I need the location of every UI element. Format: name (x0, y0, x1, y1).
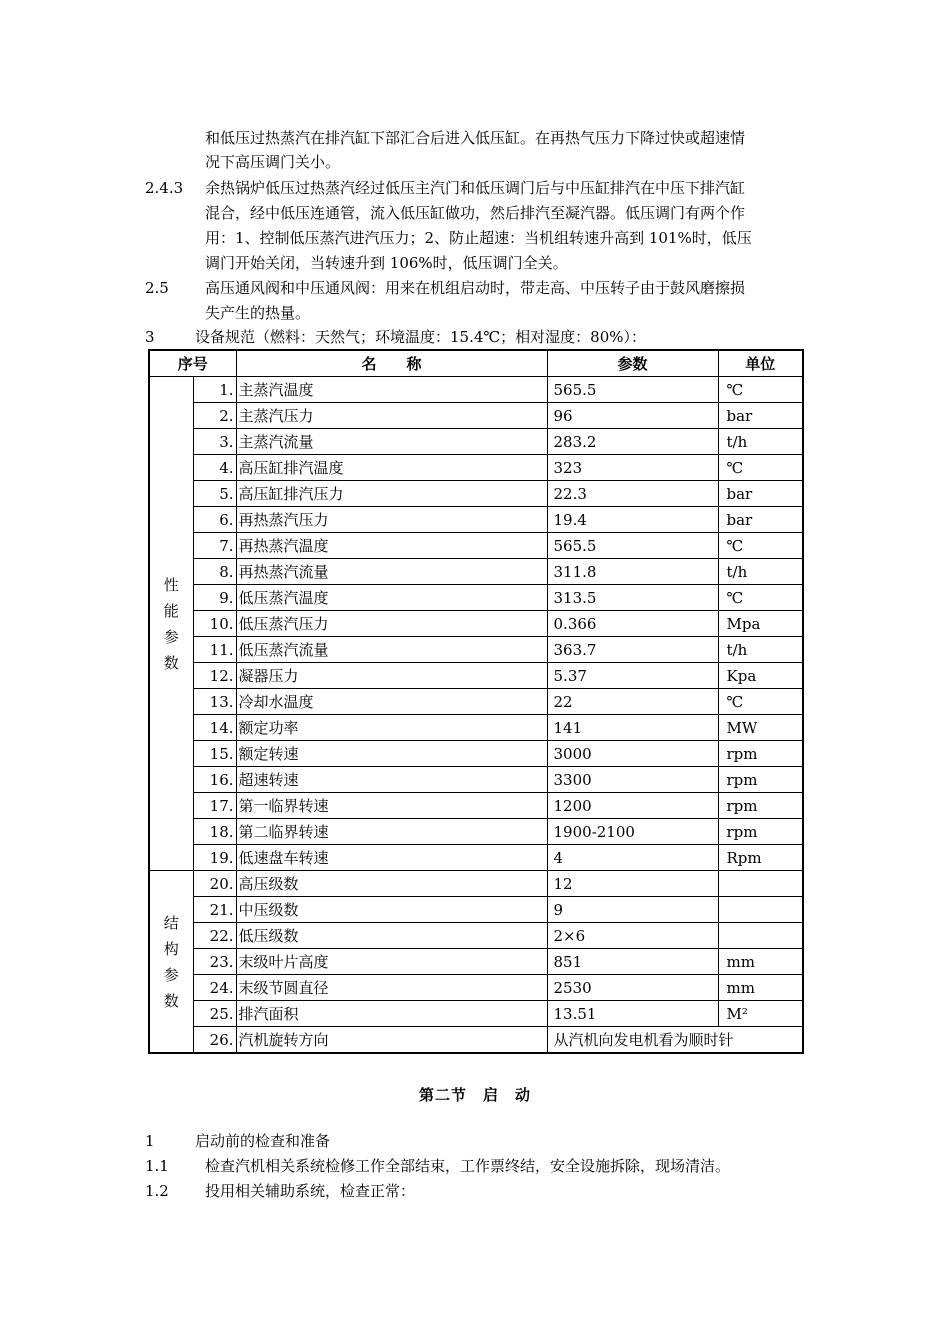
group-label-char: 参 (163, 965, 179, 984)
table-row (149, 819, 803, 845)
row-param: 12 (547, 871, 718, 897)
para-line: 启动前的检查和准备 (195, 1132, 331, 1150)
group-label-char: 能 (163, 601, 179, 620)
row-unit: bar (718, 507, 803, 533)
row-param: 363.7 (547, 637, 718, 663)
table-row (149, 793, 803, 819)
row-name: 额定转速 (236, 741, 547, 767)
table-row (149, 767, 803, 793)
section-title: 第二节 启 动 (418, 1086, 531, 1104)
row-unit: ℃ (718, 377, 803, 403)
row-unit: t/h (718, 559, 803, 585)
row-index: 10. (193, 611, 236, 637)
row-name: 高压缸排汽温度 (236, 455, 547, 481)
para-number: 1 (145, 1132, 155, 1150)
group-label-char: 结 (163, 913, 179, 932)
row-unit: M² (718, 1001, 803, 1027)
row-param: 13.51 (547, 1001, 718, 1027)
table-header-row (149, 350, 803, 377)
row-unit: Rpm (718, 845, 803, 871)
row-index: 5. (193, 481, 236, 507)
para-line: 余热锅炉低压过热蒸汽经过低压主汽门和低压调门后与中压缸排汽在中压下排汽缸 (205, 179, 746, 197)
row-index: 20. (193, 871, 236, 897)
row-name: 主蒸汽温度 (236, 377, 547, 403)
row-unit: Kpa (718, 663, 803, 689)
para-number: 1.1 (145, 1157, 169, 1175)
row-index: 12. (193, 663, 236, 689)
table-row (149, 715, 803, 741)
row-name: 中压级数 (236, 897, 547, 923)
para-line: 混合，经中低压连通管，流入低压缸做功，然后排汽至凝汽器。低压调门有两个作 (205, 204, 746, 222)
row-name: 高压缸排汽压力 (236, 481, 547, 507)
row-param: 19.4 (547, 507, 718, 533)
row-index: 8. (193, 559, 236, 585)
header-param: 参数 (547, 350, 718, 377)
row-index: 2. (193, 403, 236, 429)
para-number: 2.5 (145, 279, 169, 297)
row-index: 26. (193, 1027, 236, 1054)
group-label-char: 构 (163, 939, 179, 958)
row-name: 低压蒸汽温度 (236, 585, 547, 611)
table-row (149, 663, 803, 689)
row-param: 0.366 (547, 611, 718, 637)
row-name: 第二临界转速 (236, 819, 547, 845)
table-row (149, 741, 803, 767)
table-row (149, 611, 803, 637)
row-unit: rpm (718, 741, 803, 767)
row-unit: ℃ (718, 455, 803, 481)
row-index: 17. (193, 793, 236, 819)
table-row (149, 975, 803, 1001)
row-name: 主蒸汽流量 (236, 429, 547, 455)
row-unit: t/h (718, 637, 803, 663)
row-param: 565.5 (547, 533, 718, 559)
table-row (149, 403, 803, 429)
row-unit: bar (718, 481, 803, 507)
row-unit: mm (718, 949, 803, 975)
row-name: 第一临界转速 (236, 793, 547, 819)
row-param: 1900-2100 (547, 819, 718, 845)
row-param: 313.5 (547, 585, 718, 611)
row-index: 13. (193, 689, 236, 715)
group-label-char: 参 (163, 627, 179, 646)
equipment-spec-table (148, 349, 804, 1054)
table-row (149, 1027, 803, 1054)
row-index: 6. (193, 507, 236, 533)
para-line: 用：1、控制低压蒸汽进汽压力；2、防止超速：当机组转速升高到 101%时，低压 (205, 229, 752, 247)
row-param: 565.5 (547, 377, 718, 403)
row-name: 低压蒸汽流量 (236, 637, 547, 663)
para-line: 况下高压调门关小。 (205, 153, 341, 171)
group-structure-params (149, 871, 193, 1054)
table-row (149, 481, 803, 507)
row-param: 22.3 (547, 481, 718, 507)
row-param: 9 (547, 897, 718, 923)
row-param: 3000 (547, 741, 718, 767)
row-index: 22. (193, 923, 236, 949)
row-param: 22 (547, 689, 718, 715)
table-row (149, 689, 803, 715)
group-performance-params (149, 377, 193, 871)
row-unit: bar (718, 403, 803, 429)
table-row (149, 559, 803, 585)
para-number: 1.2 (145, 1182, 169, 1200)
table-row (149, 949, 803, 975)
row-index: 21. (193, 897, 236, 923)
para-number: 3 (145, 328, 155, 346)
para-line: 失产生的热量。 (205, 304, 311, 322)
row-name: 汽机旋转方向 (236, 1027, 547, 1054)
row-name: 再热蒸汽压力 (236, 507, 547, 533)
para-line: 设备规范（燃料：天然气；环境温度：15.4℃；相对湿度：80%）： (195, 328, 647, 346)
row-name: 低压蒸汽压力 (236, 611, 547, 637)
row-param: 283.2 (547, 429, 718, 455)
table-row (149, 585, 803, 611)
row-unit (718, 871, 803, 897)
para-line: 检查汽机相关系统检修工作全部结束，工作票终结，安全设施拆除，现场清洁。 (205, 1157, 731, 1175)
row-param: 311.8 (547, 559, 718, 585)
table-row (149, 871, 803, 897)
row-param: 2530 (547, 975, 718, 1001)
table-row (149, 845, 803, 871)
table-row (149, 455, 803, 481)
row-name: 主蒸汽压力 (236, 403, 547, 429)
table-row (149, 533, 803, 559)
row-unit: ℃ (718, 533, 803, 559)
row-unit: MW (718, 715, 803, 741)
header-seq: 序号 (149, 350, 236, 377)
row-index: 19. (193, 845, 236, 871)
row-name: 末级节圆直径 (236, 975, 547, 1001)
para-line: 和低压过热蒸汽在排汽缸下部汇合后进入低压缸。在再热气压力下降过快或超速情 (205, 129, 746, 147)
row-param: 4 (547, 845, 718, 871)
row-index: 24. (193, 975, 236, 1001)
header-name: 名 称 (236, 350, 547, 377)
table-row (149, 897, 803, 923)
para-line: 调门开始关闭，当转速升到 106%时，低压调门全关。 (205, 254, 568, 272)
group-label-char: 数 (163, 991, 179, 1010)
row-name: 排汽面积 (236, 1001, 547, 1027)
row-index: 16. (193, 767, 236, 793)
row-name: 冷却水温度 (236, 689, 547, 715)
row-unit: rpm (718, 793, 803, 819)
row-unit: t/h (718, 429, 803, 455)
row-name: 末级叶片高度 (236, 949, 547, 975)
row-index: 9. (193, 585, 236, 611)
para-line: 高压通风阀和中压通风阀：用来在机组启动时，带走高、中压转子由于鼓风磨擦损 (205, 279, 746, 297)
row-unit: rpm (718, 767, 803, 793)
row-index: 25. (193, 1001, 236, 1027)
row-name: 低压级数 (236, 923, 547, 949)
row-index: 7. (193, 533, 236, 559)
row-unit (718, 897, 803, 923)
row-index: 18. (193, 819, 236, 845)
para-line: 投用相关辅助系统，检查正常： (205, 1182, 416, 1200)
row-unit: ℃ (718, 585, 803, 611)
row-param: 5.37 (547, 663, 718, 689)
row-index: 15. (193, 741, 236, 767)
row-name: 凝器压力 (236, 663, 547, 689)
table-body (149, 377, 803, 1054)
row-index: 4. (193, 455, 236, 481)
row-unit: ℃ (718, 689, 803, 715)
row-unit: Mpa (718, 611, 803, 637)
row-param: 1200 (547, 793, 718, 819)
row-index: 11. (193, 637, 236, 663)
table-row (149, 923, 803, 949)
row-index: 14. (193, 715, 236, 741)
row-name: 再热蒸汽流量 (236, 559, 547, 585)
row-param: 从汽机向发电机看为顺时针 (547, 1027, 803, 1054)
row-name: 再热蒸汽温度 (236, 533, 547, 559)
row-index: 23. (193, 949, 236, 975)
table-row (149, 1001, 803, 1027)
group-label-char: 性 (163, 575, 179, 594)
row-param: 96 (547, 403, 718, 429)
row-param: 2×6 (547, 923, 718, 949)
group-label-char: 数 (163, 653, 179, 672)
row-name: 超速转速 (236, 767, 547, 793)
row-param: 323 (547, 455, 718, 481)
header-unit: 单位 (718, 350, 803, 377)
row-name: 高压级数 (236, 871, 547, 897)
para-number: 2.4.3 (145, 179, 184, 197)
table-row (149, 429, 803, 455)
row-name: 额定功率 (236, 715, 547, 741)
table-row (149, 507, 803, 533)
row-unit (718, 923, 803, 949)
row-index: 3. (193, 429, 236, 455)
row-unit: rpm (718, 819, 803, 845)
row-param: 3300 (547, 767, 718, 793)
table-row (149, 637, 803, 663)
table-row (149, 377, 803, 403)
row-param: 141 (547, 715, 718, 741)
row-unit: mm (718, 975, 803, 1001)
row-index: 1. (193, 377, 236, 403)
row-param: 851 (547, 949, 718, 975)
row-name: 低速盘车转速 (236, 845, 547, 871)
